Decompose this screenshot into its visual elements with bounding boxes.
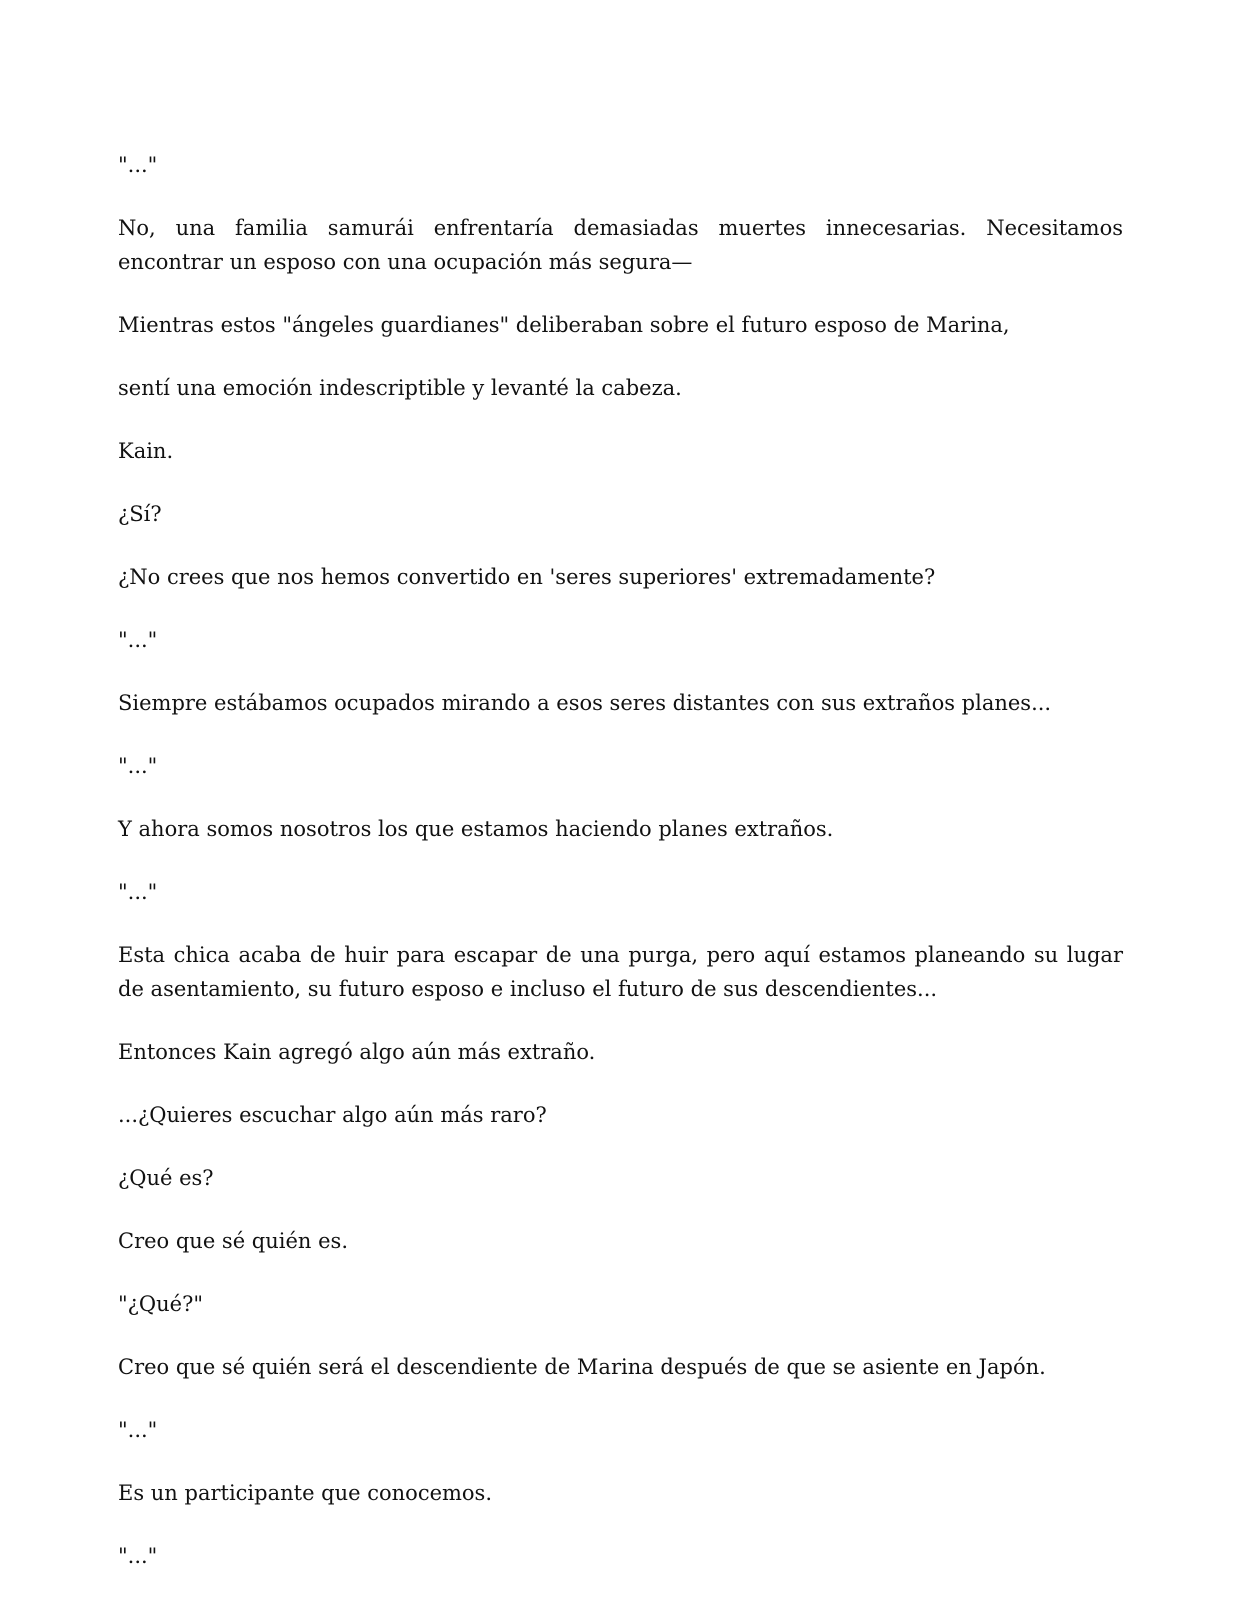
paragraph: ¿Sí? [118,502,162,526]
paragraph: No, una familia samurái enfrentaría demasiadas muertes innecesarias. Necesitamos encontrar un esposo con una ocupación más segura— [118,216,1123,274]
paragraph: "..." [118,754,158,778]
paragraph: sentí una emoción indescriptible y levanté la cabeza. [118,376,682,400]
paragraph: Creo que sé quién será el descendiente de Marina después de que se asiente en Japón. [118,1355,1046,1379]
paragraph: "..." [118,1418,158,1442]
paragraph: ¿No crees que nos hemos convertido en 'seres superiores' extremadamente? [118,565,936,589]
paragraph: ¿Qué es? [118,1166,214,1190]
paragraph: Mientras estos "ángeles guardianes" deliberaban sobre el futuro esposo de Marina, [118,313,1010,337]
paragraph: Entonces Kain agregó algo aún más extraño. [118,1040,596,1064]
paragraph: Esta chica acaba de huir para escapar de una purga, pero aquí estamos planeando su lugar de asentamiento, su futuro esposo e incluso el futuro de sus descendientes... [118,943,1123,1001]
paragraph: "¿Qué?" [118,1292,204,1316]
paragraph: "..." [118,1544,158,1568]
paragraph: ...¿Quieres escuchar algo aún más raro? [118,1103,547,1127]
paragraph: "..." [118,628,158,652]
paragraph: "..." [118,153,158,177]
document-page [118,148,1123,1602]
paragraph: "..." [118,880,158,904]
paragraph: Es un participante que conocemos. [118,1481,493,1505]
paragraph: Creo que sé quién es. [118,1229,348,1253]
paragraph: Kain. [118,439,174,463]
paragraph: Siempre estábamos ocupados mirando a esos seres distantes con sus extraños planes... [118,691,1052,715]
paragraph: Y ahora somos nosotros los que estamos haciendo planes extraños. [118,817,834,841]
